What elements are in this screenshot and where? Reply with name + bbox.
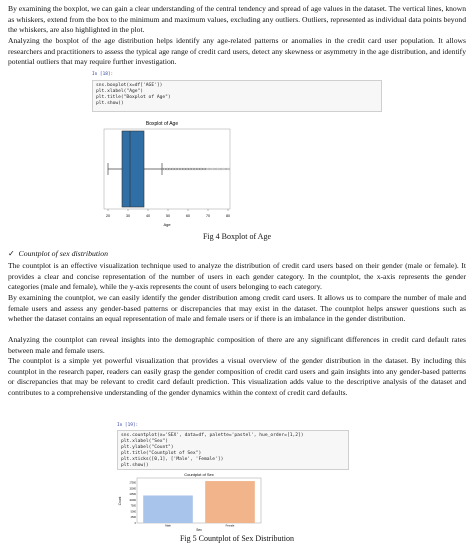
checkmark-icon: ✓ <box>8 249 15 258</box>
code-line: plt.title("Countplot of Sex") <box>121 451 202 456</box>
countplot-bar-female <box>205 481 255 523</box>
section-heading-text: Countplot of sex distribution <box>18 249 108 258</box>
boxplot-tick-label: 60 <box>186 214 190 218</box>
boxplot-tick-label: 50 <box>166 214 170 218</box>
paragraph-countplot-insights: Analyzing the countplot can reveal insights into the demographic composition of there are any significant differences in credit card default rates between male and female users. <box>8 335 466 355</box>
section-heading <box>8 249 108 258</box>
code-cell <box>92 80 382 112</box>
countplot-ytick-label: 5000 <box>130 510 136 514</box>
code-line: plt.xticks([0,1], ['Male', 'Female']) <box>121 457 224 462</box>
countplot-xtick-label: Female <box>225 524 235 528</box>
figure-caption: Fig 4 Boxplot of Age <box>202 232 271 241</box>
boxplot-tick-label: 70 <box>206 214 210 218</box>
countplot-ytick-label: 17500 <box>129 481 136 485</box>
paragraph-boxplot-intro: By examining the boxplot, we can gain a clear understanding of the central tendency and spread of age values in the dataset. The vertical lines, known as whiskers, extend from the box to the minimum and maximum values, excluding any outliers. Outliers, represented as individual data points beyond the whiskers, are also highlighted in the plot. <box>8 4 466 35</box>
boxplot-box <box>122 131 144 207</box>
countplot-ylabel: Count <box>118 496 122 506</box>
countplot-ytick-label: 0 <box>134 522 136 525</box>
code-line: plt.xlabel("Sex") <box>121 439 169 444</box>
boxplot-tick-label: 80 <box>226 214 230 218</box>
boxplot-tick-label: 40 <box>146 214 150 218</box>
code-line: sns.boxplot(x=df['AGE']) <box>96 83 163 88</box>
code-line: plt.title("Boxplot of Age") <box>96 95 171 100</box>
code-line: plt.xlabel("Age") <box>96 89 144 94</box>
countplot-ytick-label: 7500 <box>130 504 136 508</box>
paragraph-countplot-intro: The countplot is an effective visualization technique used to analyze the distribution of credit card users based on their gender (male or female). It provides a clear and concise representation of the number of users in each gender category. In the countplot, the x-axis represents the gender categories (male and female), while the y-axis represents the count of users belonging to each category. <box>8 261 466 292</box>
cell-prompt: In [19]: <box>117 423 139 428</box>
boxplot-figure <box>92 118 242 230</box>
countplot-ytick-label: 15000 <box>129 487 136 491</box>
code-line: plt.ylabel("Count") <box>121 445 174 450</box>
code-cell <box>117 430 349 470</box>
boxplot-xlabel: Age <box>163 222 171 227</box>
countplot-ytick-label: 2500 <box>130 516 136 520</box>
code-line: plt.show() <box>96 101 124 106</box>
countplot-ytick-label: 10000 <box>129 498 136 502</box>
countplot-xtick-label: Male <box>165 524 171 528</box>
boxplot-title: Boxplot of Age <box>145 121 179 127</box>
paragraph-countplot-examination: By examining the countplot, we can easily identify the gender distribution among credit card users. It allows us to compare the number of male and female users and assess any gender-based patterns or discrepancies that may exist in the dataset. The countplot helps answer questions such as whether the dataset contains an equal representation of male and female users or if there is an imbalance in the gender distribution. <box>8 293 466 324</box>
boxplot-tick-label: 30 <box>126 214 130 218</box>
boxplot-tick-label: 20 <box>106 214 110 218</box>
cell-prompt: In [18]: <box>92 72 114 77</box>
countplot-bar-male <box>143 495 193 523</box>
countplot-xlabel: Sex <box>196 528 202 532</box>
figure-caption: Fig 5 Countplot of Sex Distribution <box>179 534 294 543</box>
code-line: plt.show() <box>121 463 149 468</box>
countplot-ytick-label: 12500 <box>129 493 136 497</box>
countplot-title: Countplot of Sex <box>184 472 214 477</box>
paragraph-countplot-summary: The countplot is a simple yet powerful visualization that provides a visual overview of the gender distribution in the dataset. By including this countplot in the research paper, readers can easily grasp the gender composition of credit card users and gain insights into any gender-based patterns or discrepancies that may be relevant to credit card default prediction. This visualization adds value to the descriptive analysis of the dataset and contributes to a comprehensive understanding of the gender dynamics within the context of credit card defaults. <box>8 356 466 397</box>
countplot-figure <box>117 471 267 533</box>
paragraph-boxplot-analysis: Analyzing the boxplot of the age distribution helps identify any age-related patterns or anomalies in the credit card user population. It allows researchers and practitioners to assess the typical age range of credit card users, detect any skewness or asymmetry in the age distribution, and identify potential outliers that may require further investigation. <box>8 36 466 67</box>
code-line: sns.countplot(x='SEX', data=df, palette='pastel', hue_order=[1,2]) <box>121 433 304 438</box>
